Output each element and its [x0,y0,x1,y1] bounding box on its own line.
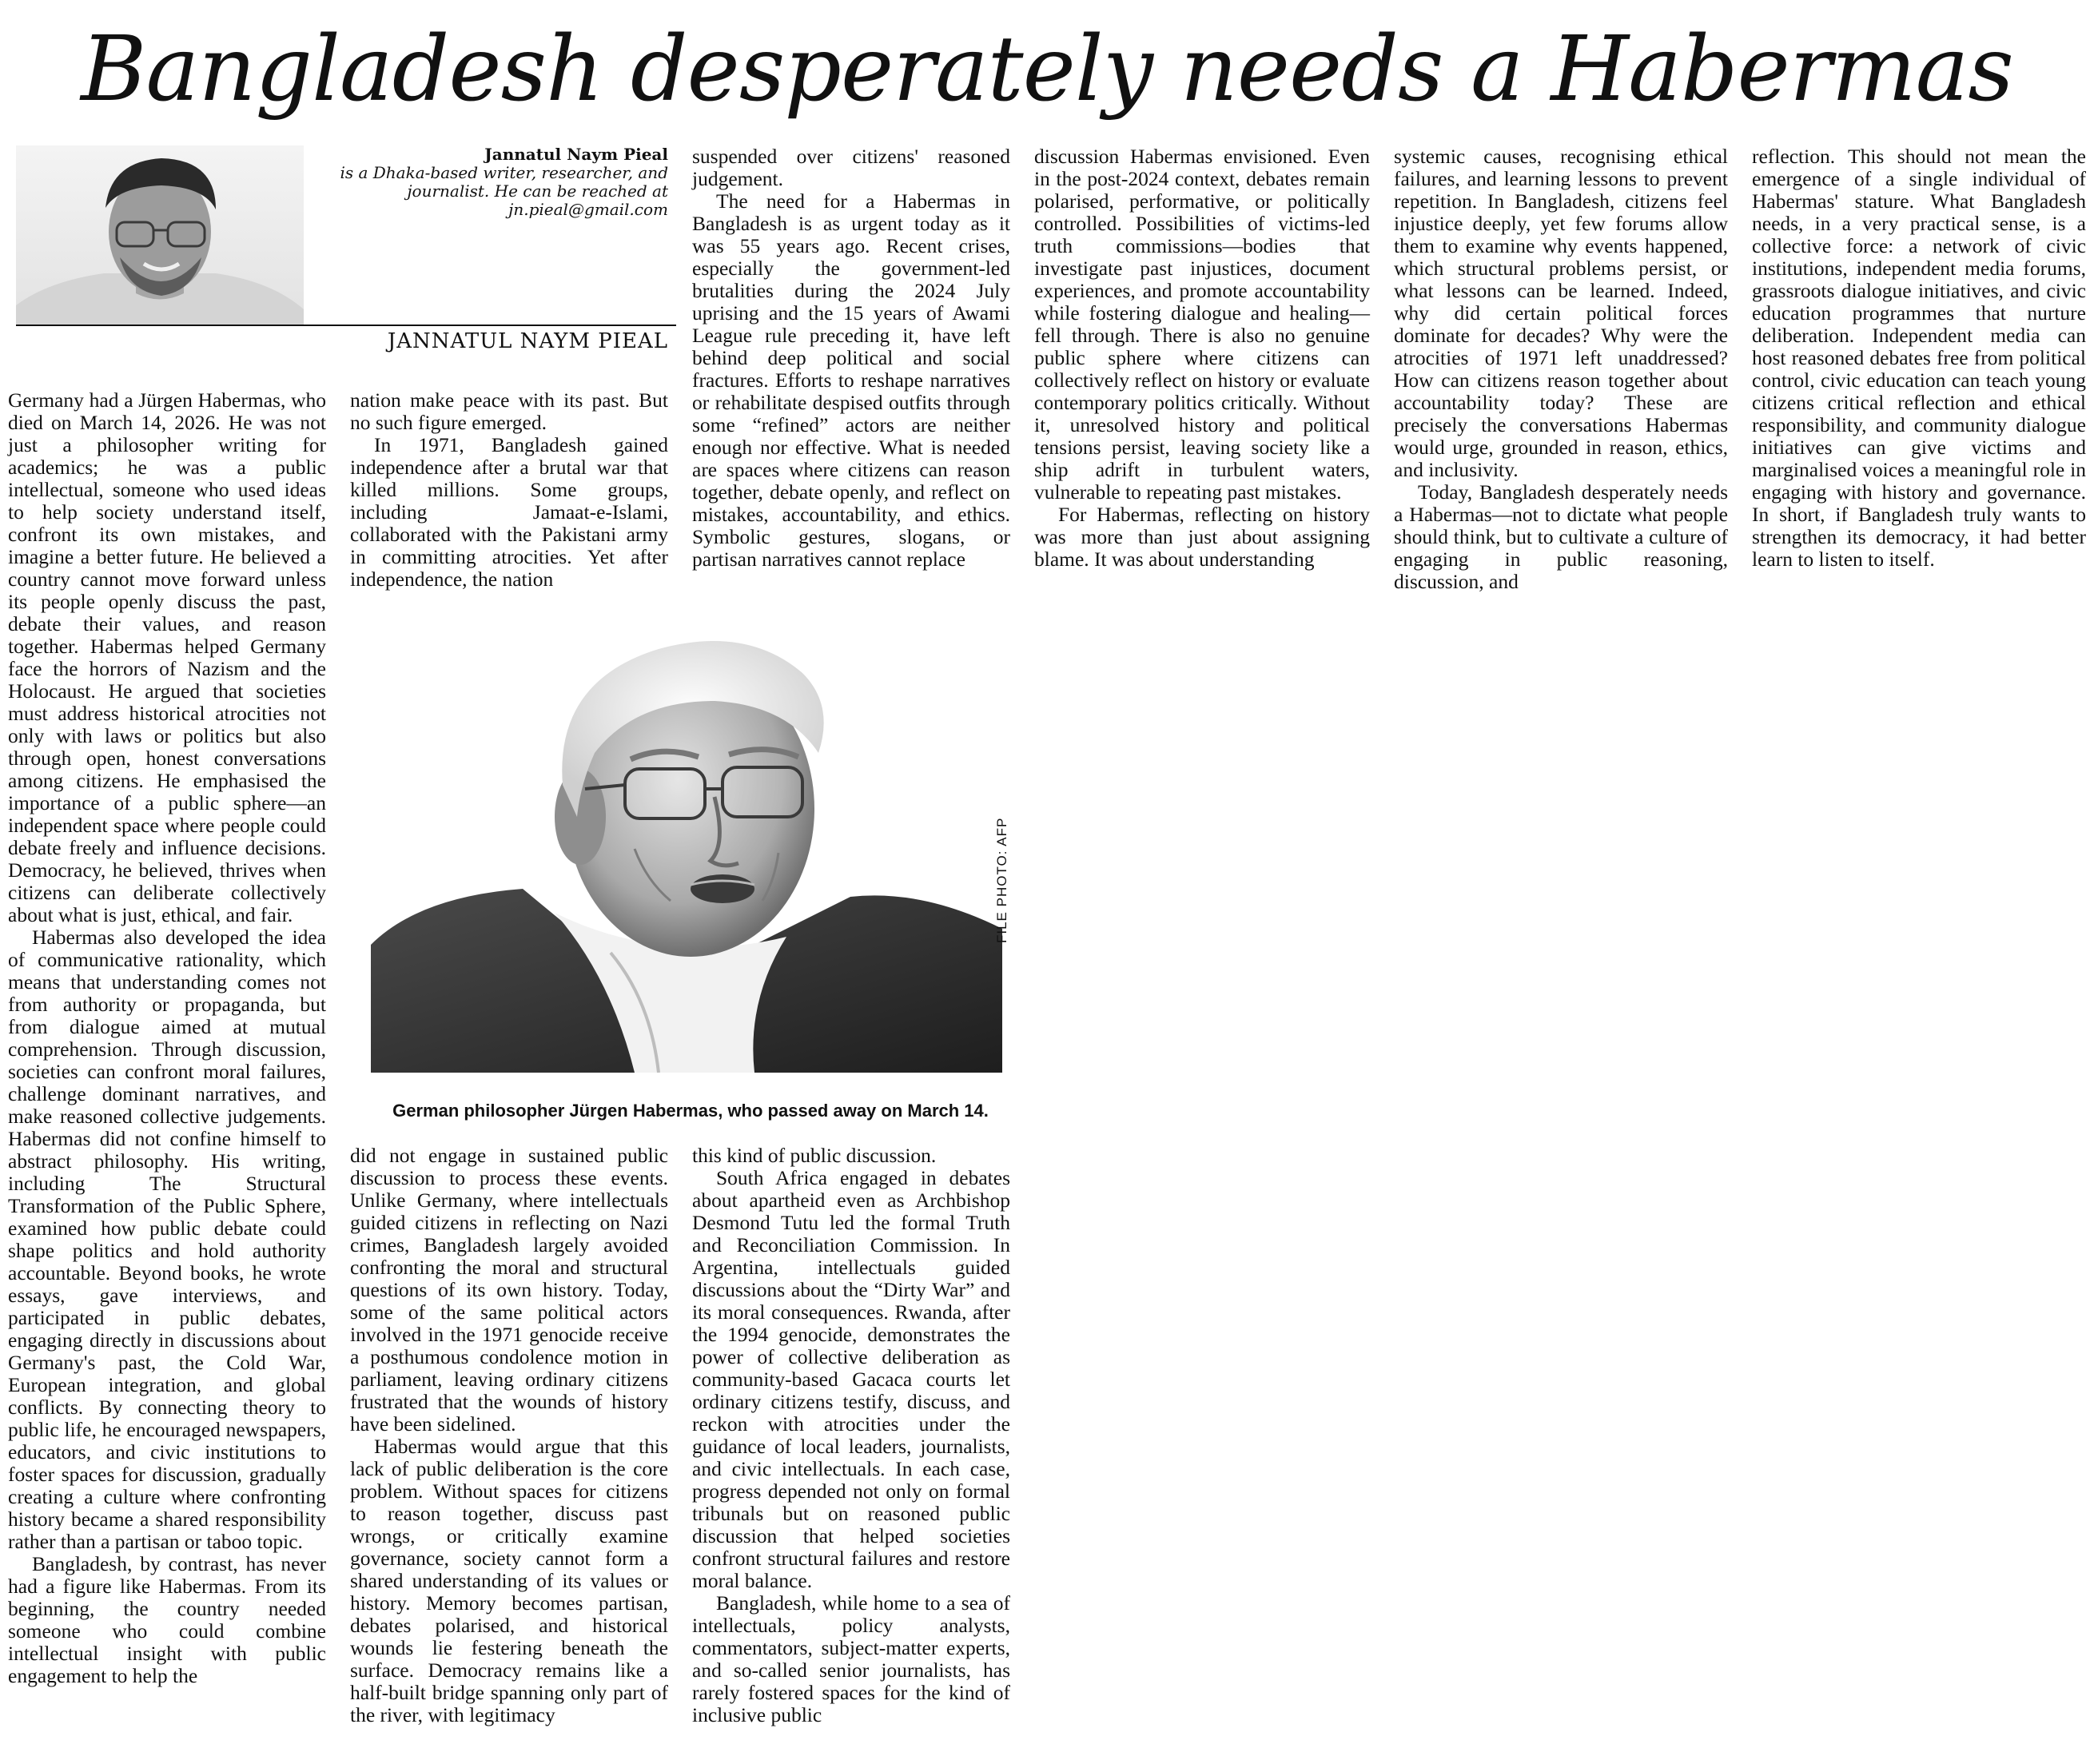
column-5-top [1394,145,1728,593]
habermas-photo [371,625,1013,1073]
author-photo [16,145,304,325]
paragraph: did not engage in sustained public discussion to process these events. Unlike Germany, where intellectuals guided citizens in reflecting on Nazi crimes, Bangladesh largely avoided confronting the moral and structural questions of its own history. Today, some of the same political actors involved in the 1971 genocide receive a posthumous condolence motion in parliament, leaving ordinary citizens frustrated that the wounds of history have been sidelined. [350,1144,668,1435]
column-2-bottom [350,1145,668,1726]
paragraph: Bangladesh, by contrast, has never had a figure like Habermas. From its beginning, the country needed someone who could combine intellectual insight with public engagement to help the [8,1552,326,1687]
paragraph: Germany had a Jürgen Habermas, who died on March 14, 2026. He was not just a philosopher writing for academics; he was a public intellectual, someone who used ideas to help society understand itself, confront its own mistakes, and imagine a better future. He believed a country cannot move forward unless its people openly discuss the past, debate their values, and reason together. Habermas helped Germany face the horrors of Nazism and the Holocaust. He argued that societies must address historical atrocities not only with laws or politics but also through open, honest conversations among citizens. He emphasised the importance of a public sphere—an independent space where people could debate freely and influence decisions. Democracy, he believed, thrives when citizens can deliberate collectively about what is just, ethical, and fair. [8,388,326,926]
paragraph: nation make peace with its past. But no such figure emerged. [350,388,668,434]
paragraph: Bangladesh, while home to a sea of intellectuals, policy analysts, commentators, subject-matter experts, and so-called senior journalists, has rarely fostered spaces for the kind of inclusive public [692,1591,1010,1726]
paragraph: suspended over citizens' reasoned judgement. [692,145,1010,190]
paragraph: Today, Bangladesh desperately needs a Habermas—not to dictate what people should think, but to cultivate a culture of engaging in public reasoning, discussion, and [1394,480,1728,593]
byline: JANNATUL NAYM PIEAL [387,329,668,353]
paragraph: South Africa engaged in debates about apartheid even as Archbishop Desmond Tutu led the formal Truth and Reconciliation Commission. In Argentina, intellectuals guided discussions about the “Dirty War” and its moral consequences. Rwanda, after the 1994 genocide, demonstrates the power of collective deliberation as community-based Gacaca courts let ordinary citizens testify, discuss, and reckon with atrocities under the guidance of local leaders, journalists, and civic intellectuals. In each case, progress depended not only on formal tribunals but on reasoned public discussion that helped societies confront structural failures and restore moral balance. [692,1166,1010,1592]
paragraph: Habermas would argue that this lack of public deliberation is the core problem. Without spaces for citizens to reason together, discuss past wrongs, or critically examine governance, society cannot form a shared understanding of its values or history. Memory becomes partisan, debates polarised, and historical wounds lie festering beneath the surface. Democracy remains like a half-built bridge spanning only part of the river, with legitimacy [350,1435,668,1726]
author-meta [332,145,668,219]
paragraph: this kind of public discussion. [692,1144,937,1167]
column-4-top [1034,145,1370,571]
author-box [8,145,668,353]
paragraph: discussion Habermas envisioned. Even in the post-2024 context, debates remain polarised, performative, or politically controlled. Possibilities of victims-led truth commissions—bodies that investigate past injustices, document experiences, and promote accountability while fostering dialogue and healing—fell through. There is also no genuine public sphere where citizens can collectively reflect on history or evaluate contemporary politics critically. Without it, unresolved history and political tensions persist, leaving society like a ship adrift in turbulent waters, vulnerable to repeating past mistakes. [1034,145,1370,504]
paragraph: In 1971, Bangladesh gained independence after a brutal war that killed millions. Some groups, including Jamaat-e-Islami, collaborated with the Pakistani army in committing atrocities. Yet after independence, the nation [350,433,668,591]
author-name: Jannatul Naym Pieal [484,145,668,164]
paragraph: systemic causes, recognising ethical failures, and learning lessons to prevent repetition. In Bangladesh, citizens feel injustice deeply, yet few forums allow them to examine why events happened, which structural problems persist, or what lessons can be learned. Indeed, why did certain political forces dominate for decades? Why were the atrocities of 1971 left unaddressed? How can citizens reason together about accountability today? These are precisely the conversations Habermas would urge, grounded in reason, ethics, and inclusivity. [1394,145,1728,481]
paragraph: Habermas also developed the idea of communicative rationality, which means that understanding comes not from authority or propaganda, but from dialogue aimed at mutual comprehension. Through discussion, societies can confront moral failures, challenge dominant narratives, and make reasoned collective judgements. Habermas did not confine himself to abstract philosophy. His writing, including The Structural Transformation of the Public Sphere, examined how public debate could shape politics and hold authority accountable. Beyond books, he wrote essays, gave interviews, and participated in public debates, engaging directly in discussions about Germany's past, the Cold War, European integration, and global conflicts. By connecting theory to public life, he encouraged newspapers, educators, and civic institutions to foster spaces for discussion, gradually creating a culture where confronting history became a shared responsibility rather than a partisan or taboo topic. [8,926,326,1553]
author-rule [16,325,676,326]
column-3-bottom [692,1145,1010,1726]
column-3-top [692,145,1010,571]
photo-credit: FILE PHOTO: AFP [994,817,1009,943]
column-1 [8,389,326,1687]
column-2-top [350,389,668,591]
paragraph: For Habermas, reflecting on history was more than just about assigning blame. It was about understanding [1034,503,1370,571]
column-6-top [1752,145,2086,571]
paragraph: The need for a Habermas in Bangladesh is as urgent today as it was 55 years ago. Recent crises, especially the government-led brutalities during the 2024 July uprising and the 15 years of Awami League rule preceding it, have left behind deep political and social fractures. Efforts to reshape narratives or rehabilitate despised outfits through some “refined” actors are neither enough nor effective. What is needed are spaces where citizens can reason together, debate openly, and reflect on mistakes, accountability, and ethics. Symbolic gestures, slogans, or partisan narratives cannot replace [692,189,1010,571]
paragraph: reflection. This should not mean the emergence of a single individual of Habermas' stature. What Bangladesh needs, in a very practical sense, is a collective force: a network of civic institutions, independent media forums, grassroots dialogue initiatives, and civic education programmes that nurture deliberation. Independent media can host reasoned debates free from political control, civic education can teach young citizens critical reflection and ethical responsibility, and community dialogue initiatives can give victims and marginalised voices a meaningful role in engaging with history and governance. In short, if Bangladesh truly wants to strengthen its democracy, it had better learn to listen to itself. [1752,145,2086,571]
photo-caption: German philosopher Jürgen Habermas, who passed away on March 14. [392,1101,989,1121]
author-bio: is a Dhaka-based writer, researcher, and journalist. He can be reached at jn.pieal@gmail.com [340,163,668,219]
habermas-portrait [371,625,1010,1073]
headline: Bangladesh desperately needs a Habermas [81,18,2013,121]
